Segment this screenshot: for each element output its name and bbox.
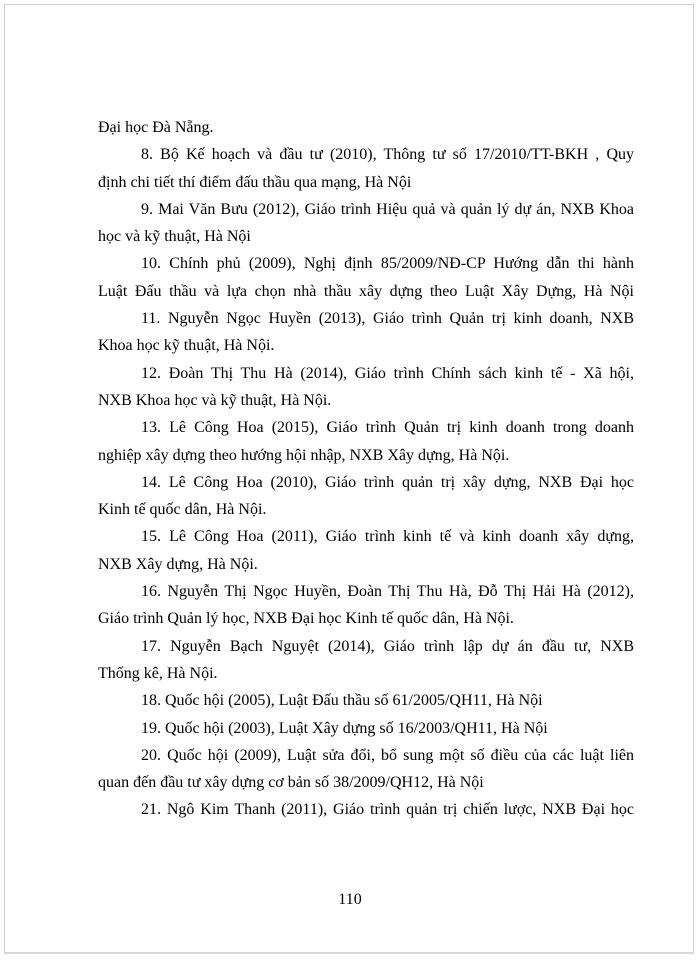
reference-line: Giáo trình Quản lý học, NXB Đại học Kinh tế quốc dân, Hà Nội. — [98, 610, 514, 628]
reference-line: Luật Đấu thầu và lựa chọn nhà thầu xây dựng theo Luật Xây Dựng, Hà Nội — [98, 282, 634, 300]
reference-line: NXB Khoa học và kỹ thuật, Hà Nội. — [98, 391, 332, 409]
reference-line: học và kỹ thuật, Hà Nội — [98, 228, 251, 246]
reference-list — [98, 114, 634, 824]
reference-item-8: 8. Bộ Kế hoạch và đầu tư (2010), Thông tư số 17/2010/TT-BKH , Quy — [141, 146, 634, 164]
reference-item-21: 21. Ngô Kim Thanh (2011), Giáo trình quản trị chiến lược, NXB Đại học — [141, 801, 634, 819]
reference-line: Thống kê, Hà Nội. — [98, 664, 218, 682]
reference-item-20: 20. Quốc hội (2009), Luật sửa đổi, bổ sung một số điều của các luật liên — [141, 746, 634, 764]
reference-line: Khoa học kỹ thuật, Hà Nội. — [98, 337, 275, 355]
reference-item-13: 13. Lê Công Hoa (2015), Giáo trình Quản trị kinh doanh trong doanh — [141, 419, 634, 437]
reference-line: Đại học Đà Nẵng. — [98, 119, 214, 136]
reference-item-16: 16. Nguyễn Thị Ngọc Huyền, Đoàn Thị Thu Hà, Đỗ Thị Hải Hà (2012), — [141, 583, 634, 601]
reference-line: NXB Xây dựng, Hà Nội. — [98, 555, 258, 573]
reference-item-19: 19. Quốc hội (2003), Luật Xây dựng số 16/2003/QH11, Hà Nội — [141, 719, 548, 737]
reference-line: định chi tiết thí điểm đấu thầu qua mạng, Hà Nội — [98, 173, 412, 191]
reference-item-10: 10. Chính phủ (2009), Nghị định 85/2009/NĐ-CP Hướng dẫn thi hành — [141, 255, 634, 273]
reference-item-14: 14. Lê Công Hoa (2010), Giáo trình quản trị xây dựng, NXB Đại học — [141, 473, 634, 491]
reference-item-18: 18. Quốc hội (2005), Luật Đấu thầu số 61/2005/QH11, Hà Nội — [141, 692, 543, 710]
reference-line: nghiệp xây dựng theo hướng hội nhập, NXB Xây dựng, Hà Nội. — [98, 446, 510, 464]
reference-item-17: 17. Nguyễn Bạch Nguyệt (2014), Giáo trình lập dự án đầu tư, NXB — [141, 637, 634, 655]
reference-item-11: 11. Nguyễn Ngọc Huyền (2013), Giáo trình Quản trị kinh doanh, NXB — [141, 310, 634, 328]
reference-line: quan đến đầu tư xây dựng cơ bản số 38/2009/QH12, Hà Nội — [98, 774, 484, 792]
reference-line: Kinh tế quốc dân, Hà Nội. — [98, 501, 267, 519]
reference-item-9: 9. Mai Văn Bưu (2012), Giáo trình Hiệu quả và quản lý dự án, NXB Khoa — [141, 200, 634, 218]
reference-item-15: 15. Lê Công Hoa (2011), Giáo trình kinh tế và kinh doanh xây dựng, — [141, 528, 634, 546]
page-number: 110 — [338, 891, 362, 908]
reference-item-12: 12. Đoàn Thị Thu Hà (2014), Giáo trình Chính sách kinh tế - Xã hội, — [141, 364, 634, 382]
